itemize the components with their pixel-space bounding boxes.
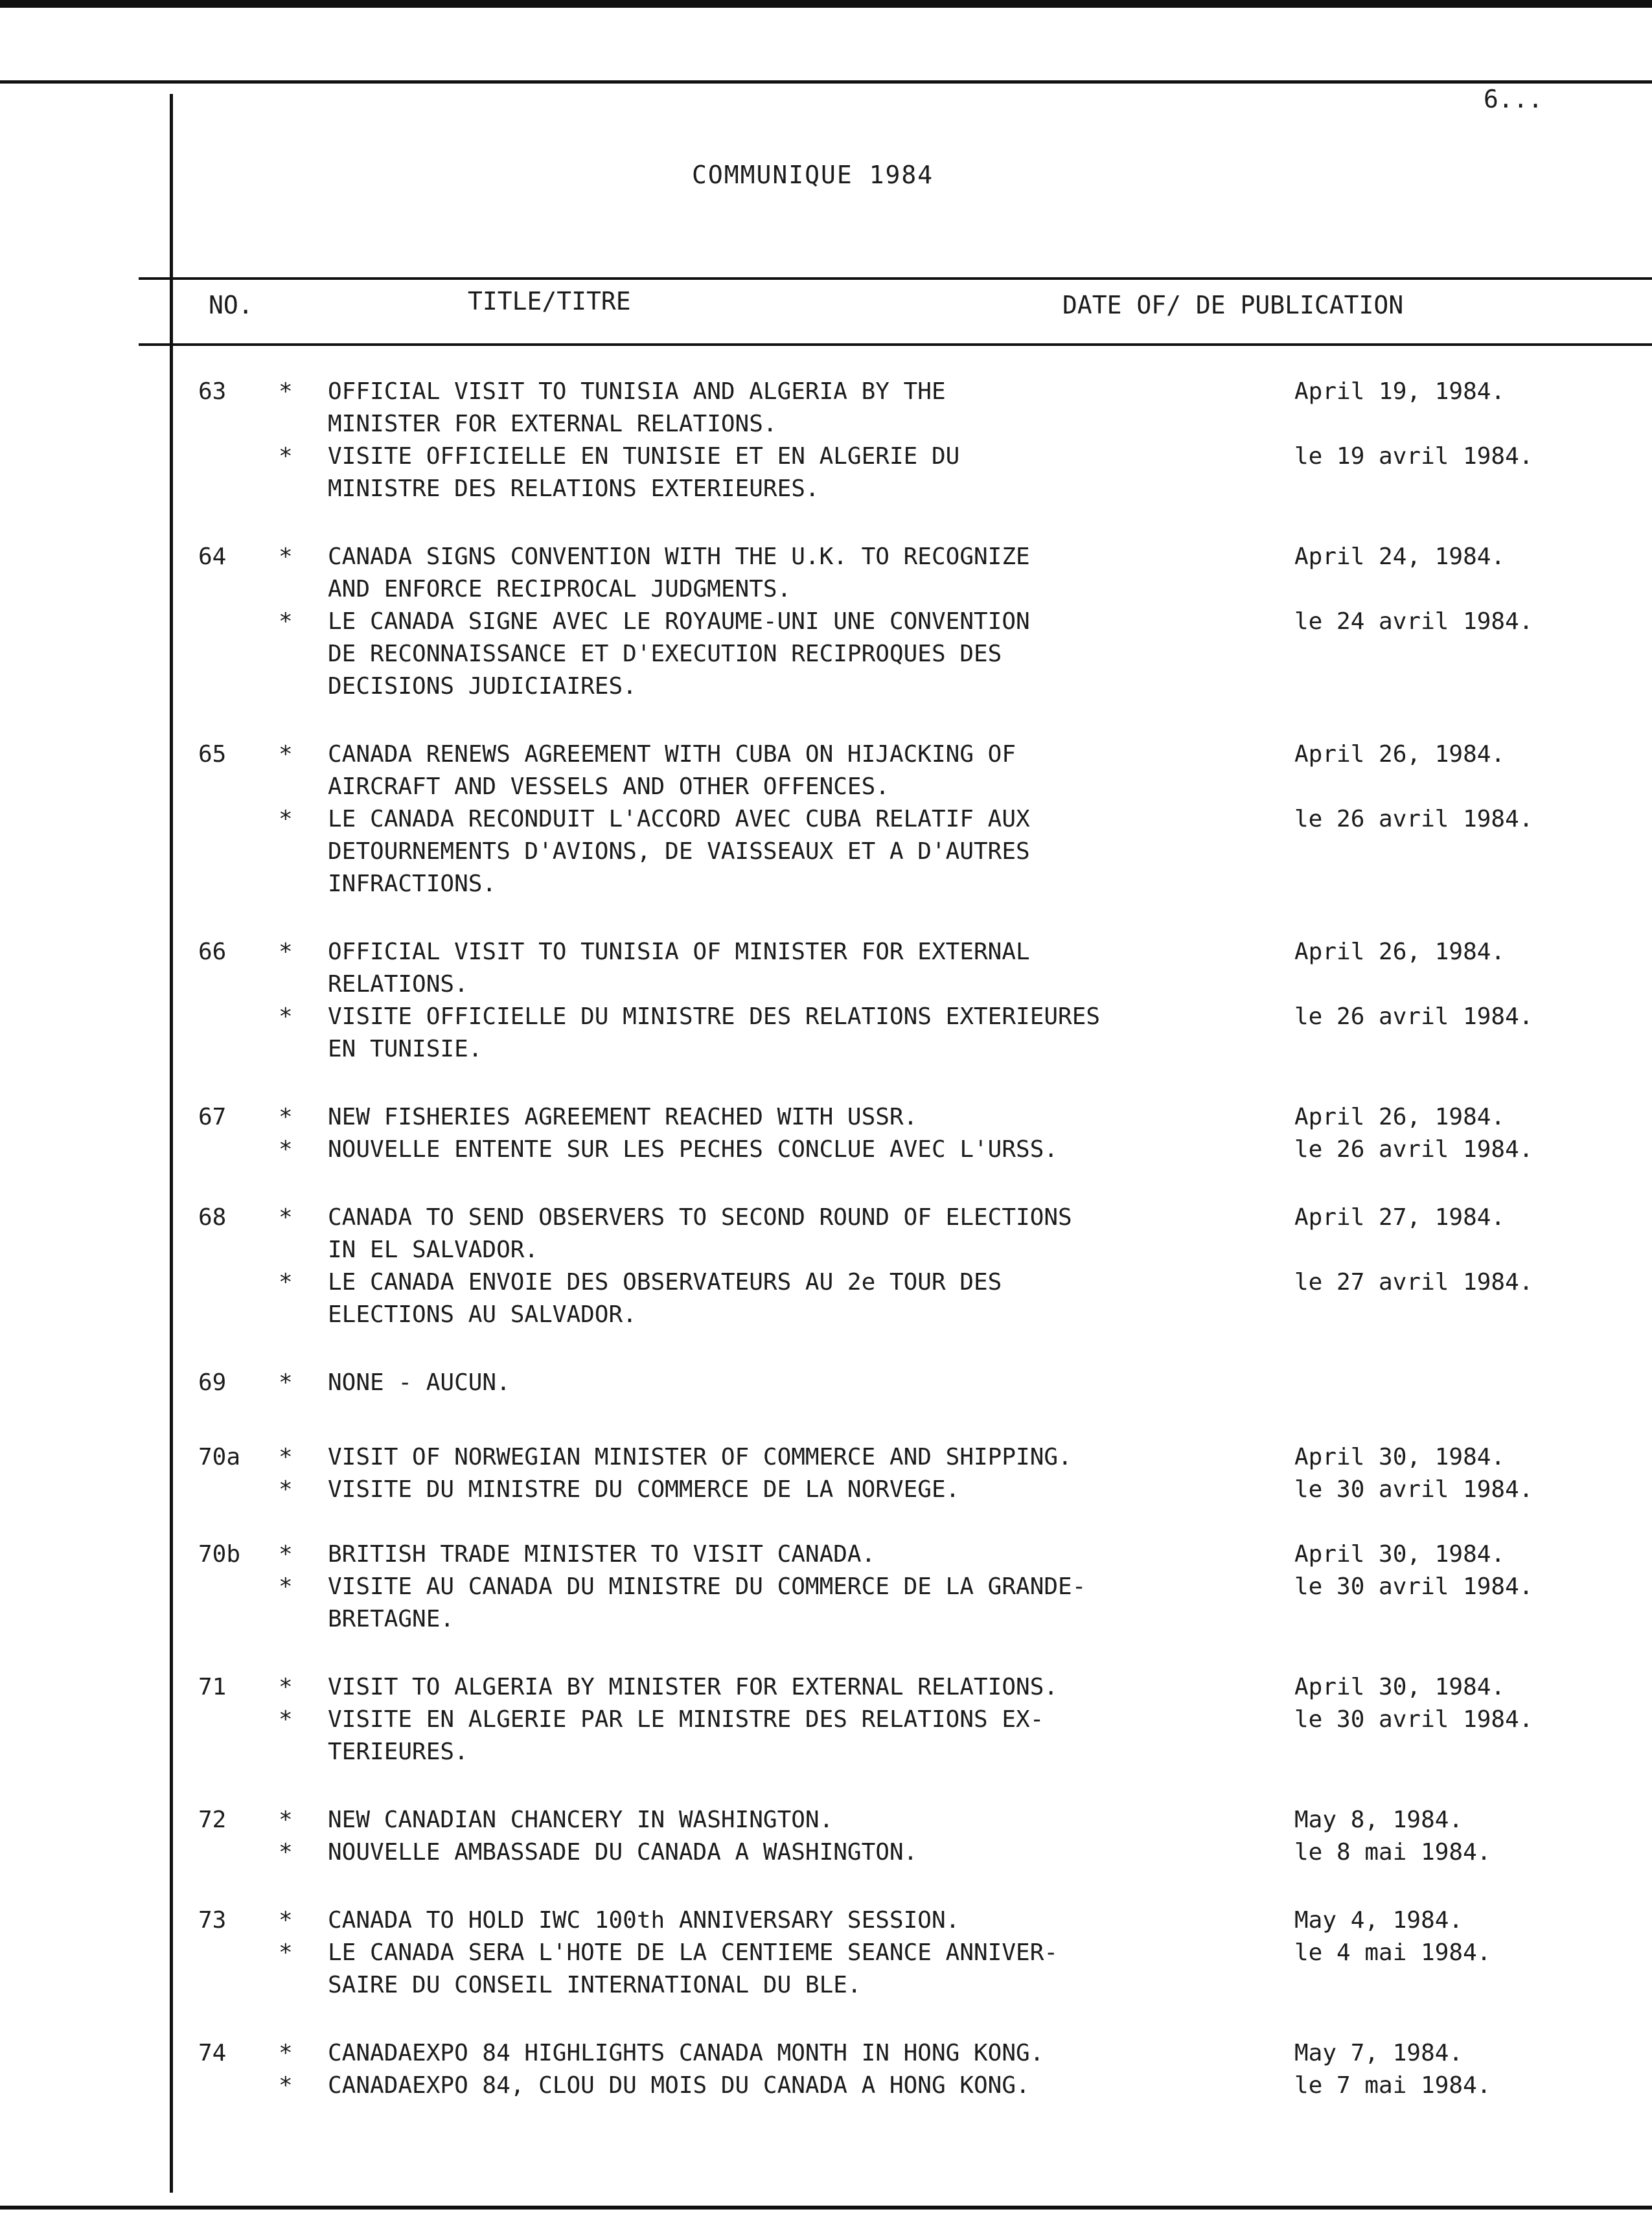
entry-date: April 30, 1984. [1294,1541,1506,1568]
entry-number: 70a [198,1444,241,1470]
entry-date: le 30 avril 1984. [1294,1573,1533,1600]
entry-title: VISIT TO ALGERIA BY MINISTER FOR EXTERNAL RELATIONS. [328,1674,1059,1700]
entry-number: 73 [198,1907,227,1934]
entry-title: OFFICIAL VISIT TO TUNISIA AND ALGERIA BY THE MINISTER FOR EXTERNAL RELATIONS. [328,378,946,437]
asterisk-bullet: * [279,1444,293,1470]
asterisk-bullet: * [279,1907,293,1934]
asterisk-bullet: * [279,2040,293,2066]
entry-date: May 8, 1984. [1294,1807,1463,1833]
column-header-no: NO. [209,291,253,319]
entry-date: le 24 avril 1984. [1294,608,1533,635]
entry-date: le 26 avril 1984. [1294,1136,1533,1163]
entry-title: NEW CANADIAN CHANCERY IN WASHINGTON. [328,1807,834,1833]
entry-date: May 4, 1984. [1294,1907,1463,1934]
asterisk-bullet: * [279,1573,293,1600]
entry-title: CANADA RENEWS AGREEMENT WITH CUBA ON HIJACKING OF AIRCRAFT AND VESSELS AND OTHER OFFENCES. [328,741,1016,800]
asterisk-bullet: * [279,1136,293,1163]
entry-number: 63 [198,378,227,405]
entry-title: NEW FISHERIES AGREEMENT REACHED WITH USSR. [328,1104,918,1130]
entry-date: le 8 mai 1984. [1294,1839,1491,1866]
asterisk-bullet: * [279,1674,293,1700]
entry-title: NOUVELLE ENTENTE SUR LES PECHES CONCLUE AVEC L'URSS. [328,1136,1059,1163]
asterisk-bullet: * [279,1706,293,1733]
asterisk-bullet: * [279,1839,293,1866]
asterisk-bullet: * [279,1369,293,1396]
entry-title: VISITE DU MINISTRE DU COMMERCE DE LA NORVEGE. [328,1476,960,1503]
page-continuation-marker: 6... [1484,85,1543,113]
entry-date: April 26, 1984. [1294,939,1506,965]
entry-date: le 30 avril 1984. [1294,1476,1533,1503]
header-bottom-rule [139,343,1652,346]
entry-title: CANADAEXPO 84 HIGHLIGHTS CANADA MONTH IN HONG KONG. [328,2040,1044,2066]
asterisk-bullet: * [279,1104,293,1130]
asterisk-bullet: * [279,1003,293,1030]
entry-date: le 26 avril 1984. [1294,806,1533,832]
entry-title: CANADA TO HOLD IWC 100th ANNIVERSARY SESSION. [328,1907,960,1934]
asterisk-bullet: * [279,1807,293,1833]
entry-title: CANADA SIGNS CONVENTION WITH THE U.K. TO RECOGNIZE AND ENFORCE RECIPROCAL JUDGMENTS. [328,543,1030,602]
entry-number: 72 [198,1807,227,1833]
asterisk-bullet: * [279,741,293,768]
entry-date: April 30, 1984. [1294,1674,1506,1700]
entry-title: LE CANADA SIGNE AVEC LE ROYAUME-UNI UNE CONVENTION DE RECONNAISSANCE ET D'EXECUTION RECIPROQUES DES DECISIONS JUDICIAIRES. [328,608,1030,700]
asterisk-bullet: * [279,378,293,405]
asterisk-bullet: * [279,1476,293,1503]
asterisk-bullet: * [279,939,293,965]
asterisk-bullet: * [279,1204,293,1231]
entry-date: April 24, 1984. [1294,543,1506,570]
entry-number: 65 [198,741,227,768]
column-header-title: TITLE/TITRE [468,287,631,315]
frame-top-rule [0,80,1652,84]
frame-left-rule [170,94,173,2193]
entry-number: 70b [198,1541,241,1568]
entry-title: CANADA TO SEND OBSERVERS TO SECOND ROUND OF ELECTIONS IN EL SALVADOR. [328,1204,1072,1263]
asterisk-bullet: * [279,806,293,832]
document-title: COMMUNIQUE 1984 [692,161,934,189]
entry-date: April 26, 1984. [1294,1104,1506,1130]
entry-date: April 26, 1984. [1294,741,1506,768]
entry-date: le 27 avril 1984. [1294,1269,1533,1296]
entry-date: April 19, 1984. [1294,378,1506,405]
entry-title: CANADAEXPO 84, CLOU DU MOIS DU CANADA A HONG KONG. [328,2072,1030,2099]
entry-date: April 27, 1984. [1294,1204,1506,1231]
entry-number: 64 [198,543,227,570]
entry-title: BRITISH TRADE MINISTER TO VISIT CANADA. [328,1541,876,1568]
entry-title: NONE - AUCUN. [328,1369,511,1396]
entry-number: 68 [198,1204,227,1231]
entry-number: 66 [198,939,227,965]
asterisk-bullet: * [279,443,293,470]
entry-title: VISITE OFFICIELLE DU MINISTRE DES RELATIONS EXTERIEURES EN TUNISIE. [328,1003,1101,1062]
entry-date: le 19 avril 1984. [1294,443,1533,470]
top-scan-edge [0,0,1652,8]
entry-title: LE CANADA SERA L'HOTE DE LA CENTIEME SEANCE ANNIVER- SAIRE DU CONSEIL INTERNATIONAL DU BLE. [328,1939,1059,1998]
header-top-rule [139,277,1652,280]
asterisk-bullet: * [279,608,293,635]
asterisk-bullet: * [279,2072,293,2099]
entry-number: 74 [198,2040,227,2066]
entry-date: le 7 mai 1984. [1294,2072,1491,2099]
entry-number: 71 [198,1674,227,1700]
asterisk-bullet: * [279,1269,293,1296]
column-header-date: DATE OF/ DE PUBLICATION [1062,291,1404,319]
entry-date: le 26 avril 1984. [1294,1003,1533,1030]
entry-title: OFFICIAL VISIT TO TUNISIA OF MINISTER FOR EXTERNAL RELATIONS. [328,939,1030,998]
entry-title: VISITE AU CANADA DU MINISTRE DU COMMERCE DE LA GRANDE- BRETAGNE. [328,1573,1086,1632]
entry-date: April 30, 1984. [1294,1444,1506,1470]
entry-title: LE CANADA RECONDUIT L'ACCORD AVEC CUBA RELATIF AUX DETOURNEMENTS D'AVIONS, DE VAISSEAUX ET A D'AUTRES INFRACTIONS. [328,806,1030,897]
entry-title: NOUVELLE AMBASSADE DU CANADA A WASHINGTON. [328,1839,918,1866]
frame-bottom-rule [0,2206,1652,2210]
entry-date: le 30 avril 1984. [1294,1706,1533,1733]
entry-number: 69 [198,1369,227,1396]
asterisk-bullet: * [279,543,293,570]
entry-date: le 4 mai 1984. [1294,1939,1491,1966]
entry-title: LE CANADA ENVOIE DES OBSERVATEURS AU 2e TOUR DES ELECTIONS AU SALVADOR. [328,1269,1002,1328]
entry-title: VISITE OFFICIELLE EN TUNISIE ET EN ALGERIE DU MINISTRE DES RELATIONS EXTERIEURES. [328,443,960,502]
entry-number: 67 [198,1104,227,1130]
entry-title: VISITE EN ALGERIE PAR LE MINISTRE DES RELATIONS EX- TERIEURES. [328,1706,1044,1765]
entry-title: VISIT OF NORWEGIAN MINISTER OF COMMERCE AND SHIPPING. [328,1444,1072,1470]
entry-date: May 7, 1984. [1294,2040,1463,2066]
asterisk-bullet: * [279,1541,293,1568]
asterisk-bullet: * [279,1939,293,1966]
